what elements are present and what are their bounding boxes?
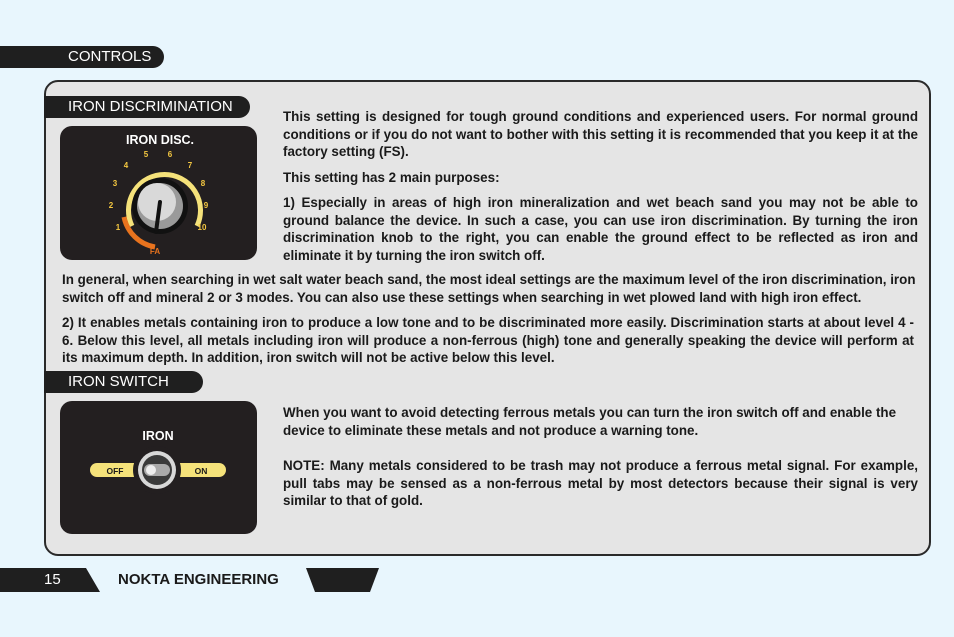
iron-switch-icon bbox=[60, 401, 257, 534]
section-tag-iron-discrimination: IRON DISCRIMINATION bbox=[44, 96, 250, 118]
switch-title: IRON bbox=[142, 429, 174, 443]
iron-switch-paragraph-2: NOTE: Many metals considered to be trash may not produce a ferrous metal signal. For example, pull tabs may be sensed as a non-ferrous metal by most detectors because their signal is very similar to that of gold. bbox=[283, 458, 918, 509]
iron-disc-paragraph-2: This setting has 2 main purposes: bbox=[283, 170, 500, 185]
iron-disc-paragraph-1: This setting is designed for tough ground conditions and experienced users. For normal ground conditions or if you do not want to bother with this setting it is recommended that you keep it at the factory setting (FS). bbox=[283, 109, 918, 160]
switch-lever-tip bbox=[146, 465, 156, 475]
section-tag-controls: CONTROLS bbox=[0, 46, 164, 68]
knob-tick-10: 10 bbox=[197, 223, 207, 232]
knob-title: IRON DISC. bbox=[125, 133, 195, 147]
iron-switch-panel bbox=[60, 401, 257, 534]
knob-tick-9: 9 bbox=[203, 201, 209, 210]
page-number: 15 bbox=[44, 571, 61, 588]
knob-tick-8: 8 bbox=[200, 179, 206, 188]
switch-on-label: ON bbox=[194, 466, 208, 476]
iron-disc-paragraph-5: 2) It enables metals containing iron to produce a low tone and to be discriminated more easily. Discrimination starts at about level 4 - 6. Below this level, all metals including iron will produce a non-ferrous (high) tone and generally speaking the device will perform at its maximum depth. In addition, iron switch will not be active below this level. bbox=[62, 315, 914, 366]
knob-tick-5: 5 bbox=[143, 150, 149, 159]
footer-decor-bar bbox=[306, 568, 379, 592]
knob-tick-6: 6 bbox=[167, 150, 173, 159]
brand-name: NOKTA ENGINEERING bbox=[118, 571, 279, 588]
knob-tick-1: 1 bbox=[115, 223, 121, 232]
section-tag-iron-switch: IRON SWITCH bbox=[44, 371, 203, 393]
knob-tick-4: 4 bbox=[123, 161, 129, 170]
switch-off-label: OFF bbox=[106, 466, 124, 476]
iron-disc-knob-icon bbox=[60, 126, 257, 260]
knob-fa-label: FA bbox=[149, 247, 161, 256]
knob-tick-7: 7 bbox=[187, 161, 193, 170]
iron-switch-paragraph-1: When you want to avoid detecting ferrous metals you can turn the iron switch off and enable the device to eliminate these metals and not produce a warning tone. bbox=[283, 405, 897, 438]
footer bbox=[0, 568, 954, 592]
iron-disc-paragraph-3: 1) Especially in areas of high iron mineralization and wet beach sand you may not be able to ground balance the device. In such a case, you can use iron discrimination. By turning the iron discrimination knob to the right, you can enable the ground effect to be reflected as iron and eliminate it by turning the iron switch off. bbox=[283, 195, 918, 263]
knob-tick-3: 3 bbox=[112, 179, 118, 188]
iron-disc-paragraph-4: In general, when searching in wet salt water beach sand, the most ideal settings are the maximum level of the iron discrimination, iron switch off and mineral 2 or 3 modes. You can also use these settings when searching in wet plowed land with high iron effect. bbox=[62, 272, 916, 305]
knob-tick-2: 2 bbox=[108, 201, 114, 210]
iron-disc-knob-panel bbox=[60, 126, 257, 260]
